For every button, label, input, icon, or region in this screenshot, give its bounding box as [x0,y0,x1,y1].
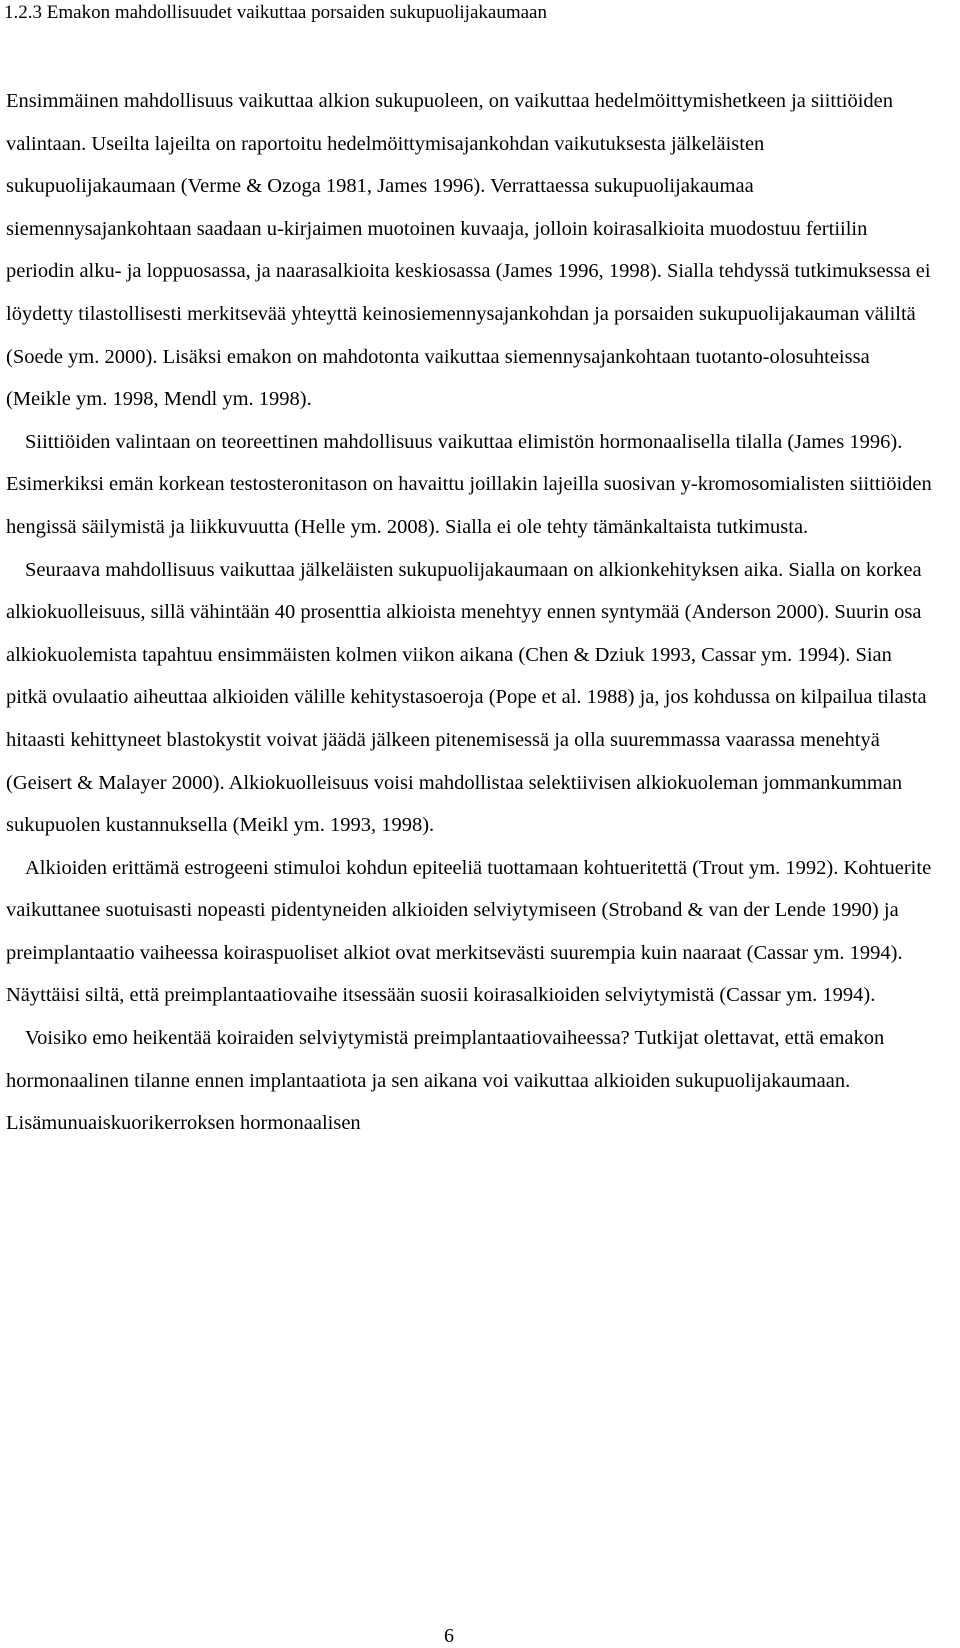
section-heading: 1.2.3 Emakon mahdollisuudet vaikuttaa porsaiden sukupuolijakaumaan [4,2,547,23]
body-text [6,80,932,1145]
paragraph-preimplantation: Voisiko emo heikentää koiraiden selviytymistä preimplantaatiovaiheessa? Tutkijat olettavat, että emakon hormonaalinen tilanne ennen implantaatiota ja sen aikana voi vaikuttaa alkioiden sukupuolijakaumaan. Lisämunuaiskuorikerroksen hormonaalisen [6,1027,885,1135]
paragraph-fertilization-timing: Ensimmäinen mahdollisuus vaikuttaa alkion sukupuoleen, on vaikuttaa hedelmöittymishetkeen ja siittiöiden valintaan. Useilta lajeilta on raportoitu hedelmöittymisajankohdan vaikutuksesta jälkeläisten sukupuolijakaumaan (Verme & Ozoga 1981, James 1996). Verrattaessa sukupuolijakaumaa siemennysajankohtaan saadaan u-kirjaimen muotoinen kuvaaja, jolloin koirasalkioita muodostuu fertiilin periodin alku- ja loppuosassa, ja naarasalkioita keskiosassa (James 1996, 1998). Sialla tehdyssä tutkimuksessa ei löydetty tilastollisesti merkitsevää yhteyttä keinosiemennysajankohdan ja porsaiden sukupuolijakauman väliltä (Soede ym. 2000). Lisäksi emakon on mahdotonta vaikuttaa siemennysajankohtaan tuotanto-olosuhteissa (Meikle ym. 1998, Mendl ym. 1998). [6,90,931,411]
paragraph-sperm-selection: Siittiöiden valintaan on teoreettinen mahdollisuus vaikuttaa elimistön hormonaalisella tilalla (James 1996). Esimerkiksi emän korkean testosteronitason on havaittu joillakin lajeilla suosivan y-kromosomialisten siittiöiden hengissä säilymistä ja liikkuvuutta (Helle ym. 2008). Sialla ei ole tehty tämänkaltaista tutkimusta. [6,430,932,538]
page-number: 6 [444,1625,454,1647]
paragraph-embryo-development: Seuraava mahdollisuus vaikuttaa jälkeläisten sukupuolijakaumaan on alkionkehityksen aika. Sialla on korkea alkiokuolleisuus, sillä vähintään 40 prosenttia alkioista menehtyy ennen syntymää (Anderson 2000). Suurin osa alkiokuolemista tapahtuu ensimmäisten kolmen viikon aikana (Chen & Dziuk 1993, Cassar ym. 1994). Sian pitkä ovulaatio aiheuttaa alkioiden välille kehitystasoeroja (Pope et al. 1988) ja, jos kohdussa on kilpailua tilasta hitaasti kehittyneet blastokystit voivat jäädä jälkeen pitenemisessä ja olla suuremmassa vaarassa menehtyä (Geisert & Malayer 2000). Alkiokuolleisuus voisi mahdollistaa selektiivisen alkiokuoleman jommankumman sukupuolen kustannuksella (Meikl ym. 1993, 1998). [6,558,927,837]
paragraph-estrogen: Alkioiden erittämä estrogeeni stimuloi kohdun epiteeliä tuottamaan kohtueritettä (Trout ym. 1992). Kohtuerite vaikuttanee suotuisasti nopeasti pidentyneiden alkioiden selviytymiseen (Stroband & van der Lende 1990) ja preimplantaatio vaiheessa koiraspuoliset alkiot ovat merkitsevästi suurempia kuin naaraat (Cassar ym. 1994). Näyttäisi siltä, että preimplantaatiovaihe itsessään suosii koirasalkioiden selviytymistä (Cassar ym. 1994). [6,856,932,1007]
